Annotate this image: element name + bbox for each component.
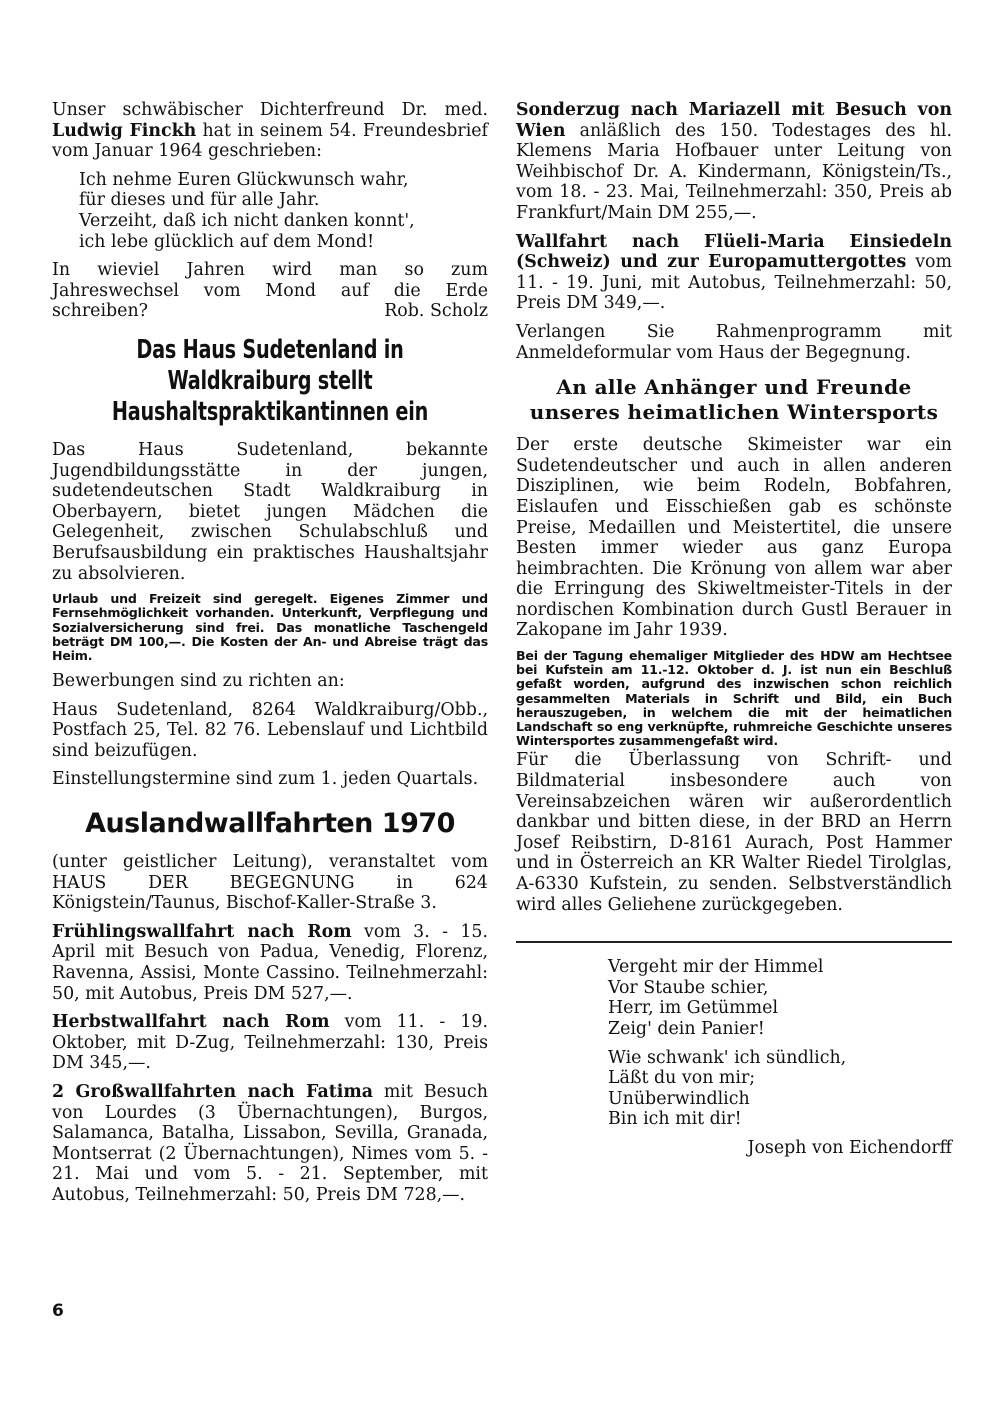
right-column — [516, 100, 952, 1159]
left-column — [52, 100, 488, 1214]
signature: Rob. Scholz — [384, 300, 488, 321]
sudetenland-paragraph-1: Das Haus Sudetenland, bekannte Jugendbildungsstätte in der jungen, sudetendeutschen Stadt Waldkraiburg in Oberbayern, bietet jungen Mädchen die Gelegenheit, zwischen Schulabschluß und Berufsausbildung ein praktisches Haushaltsjahr zu absolvieren. — [52, 439, 488, 584]
poem-line: Verzeiht, daß ich nicht danken konnt', — [79, 210, 415, 231]
trip-fatima: 2 Großwallfahrten nach Fatima mit Besuch von Lourdes (3 Übernachtungen), Burgos, Salamanca, Batalha, Lissabon, Sevilla, Granada, Montserrat (2 Übernachtungen), Nimes vom 5. - 21. Mai und vom 5. - 21. September, mit Autobus, Teilnehmerzahl: 50, Preis DM 728,—. — [52, 1082, 488, 1205]
poem-line: Herr, im Getümmel — [608, 998, 779, 1019]
poem-line: Unüberwindlich — [608, 1088, 750, 1109]
poem-stanza — [608, 1048, 952, 1130]
poem-line: Zeig' dein Panier! — [608, 1019, 765, 1040]
intro-name: Ludwig Finckh — [52, 120, 197, 141]
sudetenland-paragraph-2: Urlaub und Freizeit sind geregelt. Eigenes Zimmer und Fernsehmöglichkeit vorhanden. Unterkunft, Verpflegung und Sozialversicherung sind frei. Das monatliche Taschengeld beträgt DM 100,—. Die Kosten der An- und Abreise trägt das Heim. — [52, 591, 488, 663]
divider-rule — [516, 941, 952, 943]
poem-line: Läßt du von mir; — [608, 1068, 756, 1089]
trip-mariazell: Sonderzug nach Mariazell mit Besuch von Wien anläßlich des 150. Todestages des hl. Klemens Maria Hofbauer unter Leitung von Weihbischof Dr. A. Kindermann, Königstein/Ts., vom 18. - 23. Mai, Teilnehmerzahl: 350, Preis ab Frankfurt/Main DM 255,—. — [516, 100, 952, 223]
finckh-poem — [79, 170, 488, 252]
poem-line: Wie schwank' ich sündlich, — [608, 1047, 847, 1068]
poem-line: für dieses und für alle Jahr. — [79, 190, 320, 211]
closing-paragraph: In wieviel Jahren wird man so zum Jahreswechsel vom Mond auf die Erde schreiben? — [52, 260, 488, 322]
sudetenland-paragraph-3: Bewerbungen sind zu richten an: — [52, 671, 345, 692]
sudetenland-address: Haus Sudetenland, 8264 Waldkraiburg/Obb., Postfach 25, Tel. 82 76. Lebenslauf und Lichtbild sind beizufügen. — [52, 699, 488, 761]
poem-line: ich lebe glücklich auf dem Mond! — [79, 231, 375, 252]
wintersport-paragraph-2: Bei der Tagung ehemaliger Mitglieder des HDW am Hechtsee bei Kufstein am 11.-12. Oktober d. J. ist nun ein Beschluß gefaßt worden, aufgrund des inzwischen schon reichlich gesammelten Materials in Schrift und Bild, ein Buch herauszugeben, in welchem die mit der heimatlichen Landschaft so eng verknüpfte, ruhmreiche Geschichte unseres Wintersportes zusammengefaßt wird. — [516, 648, 952, 749]
heading-wintersport: An alle Anhänger und Freunde unseres heimatlichen Wintersports — [529, 375, 939, 425]
poem-stanza — [608, 957, 952, 1039]
wallfahrten-intro: (unter geistlicher Leitung), veranstaltet vom HAUS DER BEGEGNUNG in 624 Königstein/Taunus, Bischof-Kaller-Straße 3. — [52, 852, 488, 914]
poem-line: Vergeht mir der Himmel — [608, 957, 824, 978]
poem-line: Ich nehme Euren Glückwunsch wahr, — [79, 169, 409, 190]
wintersport-paragraph-3: Für die Überlassung von Schrift- und Bildmaterial insbesondere auch von Vereinsabzeichen wären wir außerordentlich dankbar und bitten diese, in der BRD an Herrn Josef Reibstirn, D-8161 Aurach, Post Hammer und in Österreich an KR Walter Riedel Tirolglas, A-6330 Kufstein, zu senden. Selbstverständlich wird alles Geliehene zurückgegeben. — [516, 750, 952, 915]
wintersport-paragraph-1: Der erste deutsche Skimeister war ein Sudetendeutscher und auch in allen anderen Disziplinen, wie beim Rodeln, Bobfahren, Eislaufen und Eisschießen gab es schönste Preise, Medaillen und Meistertitel, die unsere Besten immer wieder aus ganz Europa heimbrachten. Die Krönung von allem war aber die Erringung des Skiweltmeister-Titels in der nordischen Kombination durch Gustl Berauer in Zakopane im Jahr 1939. — [516, 435, 952, 641]
eichendorff-poem — [608, 957, 952, 1130]
program-request: Verlangen Sie Rahmenprogramm mit Anmeldeformular vom Haus der Begegnung. — [516, 321, 952, 363]
sudetenland-dates: Einstellungstermine sind zum 1. jeden Quartals. — [52, 769, 479, 790]
trip-rom-spring: Frühlingswallfahrt nach Rom vom 3. - 15. April mit Besuch von Padua, Venedig, Florenz, Ravenna, Assisi, Monte Cassino. Teilnehmerzahl: 50, mit Autobus, Preis DM 527,—. — [52, 921, 488, 1004]
poem-author: Joseph von Eichendorff — [747, 1137, 952, 1158]
heading-auslandwallfahrten: Auslandwallfahrten 1970 — [85, 808, 455, 840]
poem-line: Bin ich mit dir! — [608, 1109, 742, 1130]
trip-einsiedeln: Wallfahrt nach Flüeli-Maria Einsiedeln (Schweiz) und zur Europamuttergottes vom 11. - 19. Juni, mit Autobus, Teilnehmerzahl: 50, Preis DM 349,—. — [516, 231, 952, 314]
heading-haus-sudetenland: Das Haus Sudetenland in Waldkraiburg stellt Haushaltspraktikantinnen ein — [111, 334, 429, 427]
intro-paragraph: Unser schwäbischer Dichterfreund Dr. med. Ludwig Finckh hat in seinem 54. Freundesbrief vom Januar 1964 geschrieben: — [52, 100, 488, 162]
page-number: 6 — [52, 1301, 64, 1321]
poem-line: Vor Staube schier, — [608, 977, 769, 998]
trip-rom-autumn: Herbstwallfahrt nach Rom vom 11. - 19. Oktober, mit D-Zug, Teilnehmerzahl: 130, Preis DM 345,—. — [52, 1012, 488, 1074]
